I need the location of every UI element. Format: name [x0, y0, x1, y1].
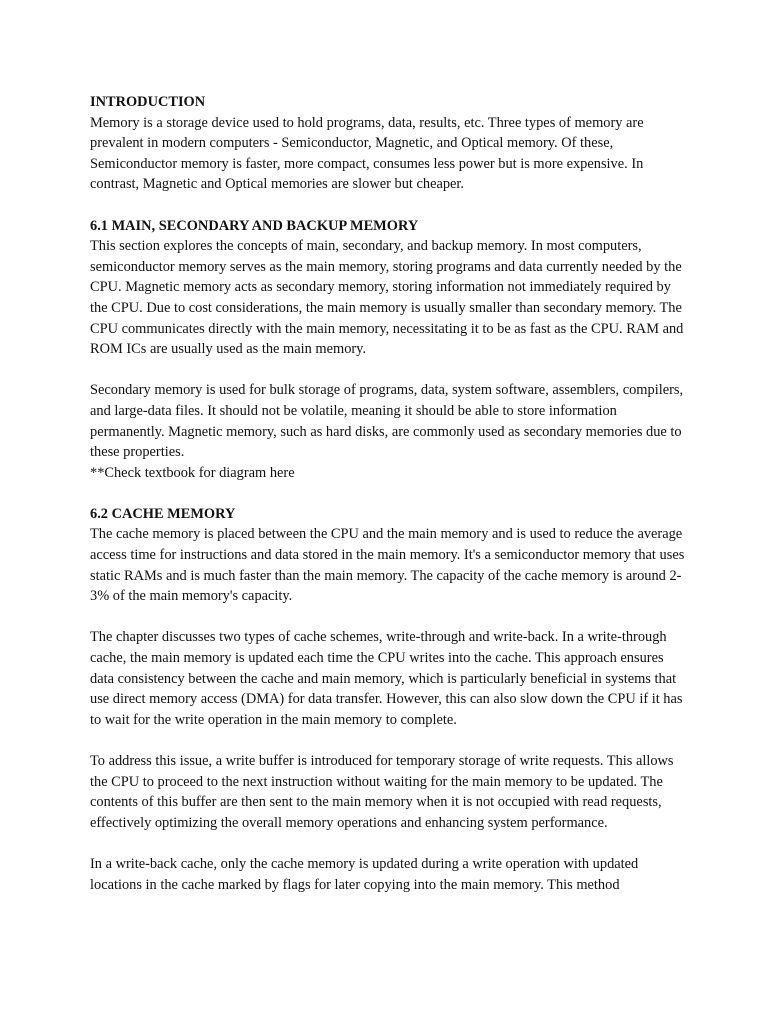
section-6-2-paragraph-1: The cache memory is placed between the CPU and the main memory and is used to reduce the average access time for instructions and data stored in the main memory. It's a semiconductor memory that uses static RAMs and is much faster than the main memory. The capacity of the cache memory is around 2-3% of the main memory's capacity.	[90, 526, 685, 605]
spacer	[90, 833, 690, 854]
section-6-1-paragraph-2: Secondary memory is used for bulk storage of programs, data, system software, assemblers, compilers, and large-data files. It should not be volatile, meaning it should be able to store information permanently. Magnetic memory, such as hard disks, are commonly used as secondary memories due to these properties.	[90, 382, 684, 461]
introduction-paragraph: Memory is a storage device used to hold programs, data, results, etc. Three types of memory are prevalent in modern computers - Semiconductor, Magnetic, and Optical memory. Of these, Semiconductor memory is faster, more compact, consumes less power but is more expensive. In contrast, Magnetic and Optical memories are slower but cheaper.	[90, 114, 644, 193]
document-page	[90, 92, 690, 895]
spacer	[90, 360, 690, 381]
section-6-2-paragraph-4: In a write-back cache, only the cache memory is updated during a write operation with updated locations in the cache marked by flags for later copying into the main memory. This method	[90, 855, 639, 893]
section-6-1-paragraph-1: This section explores the concepts of main, secondary, and backup memory. In most computers, semiconductor memory serves as the main memory, storing programs and data currently needed by the CPU. Magnetic memory acts as secondary memory, storing information not immediately required by the CPU. Due to cost considerations, the main memory is usually smaller than secondary memory. The CPU communicates directly with the main memory, necessitating it to be as fast as the CPU. RAM and ROM ICs are usually used as the main memory.	[90, 238, 684, 358]
spacer	[90, 607, 690, 628]
section-6-1-heading: 6.1 MAIN, SECONDARY AND BACKUP MEMORY	[90, 217, 419, 234]
section-6-2-paragraph-2: The chapter discusses two types of cache schemes, write-through and write-back. In a write-through cache, the main memory is updated each time the CPU writes into the cache. This approach ensures data consistency between the cache and main memory, which is particularly beneficial in systems that use direct memory access (DMA) for data transfer. However, this can also slow down the CPU if it has to wait for the write operation in the main memory to complete.	[90, 629, 683, 728]
introduction-heading: INTRODUCTION	[90, 94, 206, 110]
section-6-2-paragraph-3: To address this issue, a write buffer is introduced for temporary storage of write requests. This allows the CPU to proceed to the next instruction without waiting for the main memory to be updated. The contents of this buffer are then sent to the main memory when it is not occupied with read requests, effectively optimizing the overall memory operations and enhancing system performance.	[90, 753, 674, 831]
spacer	[90, 195, 690, 216]
section-6-2-heading: 6.2 CACHE MEMORY	[90, 505, 236, 522]
spacer	[90, 730, 690, 751]
diagram-note: **Check textbook for diagram here	[90, 464, 295, 481]
spacer	[90, 483, 690, 504]
